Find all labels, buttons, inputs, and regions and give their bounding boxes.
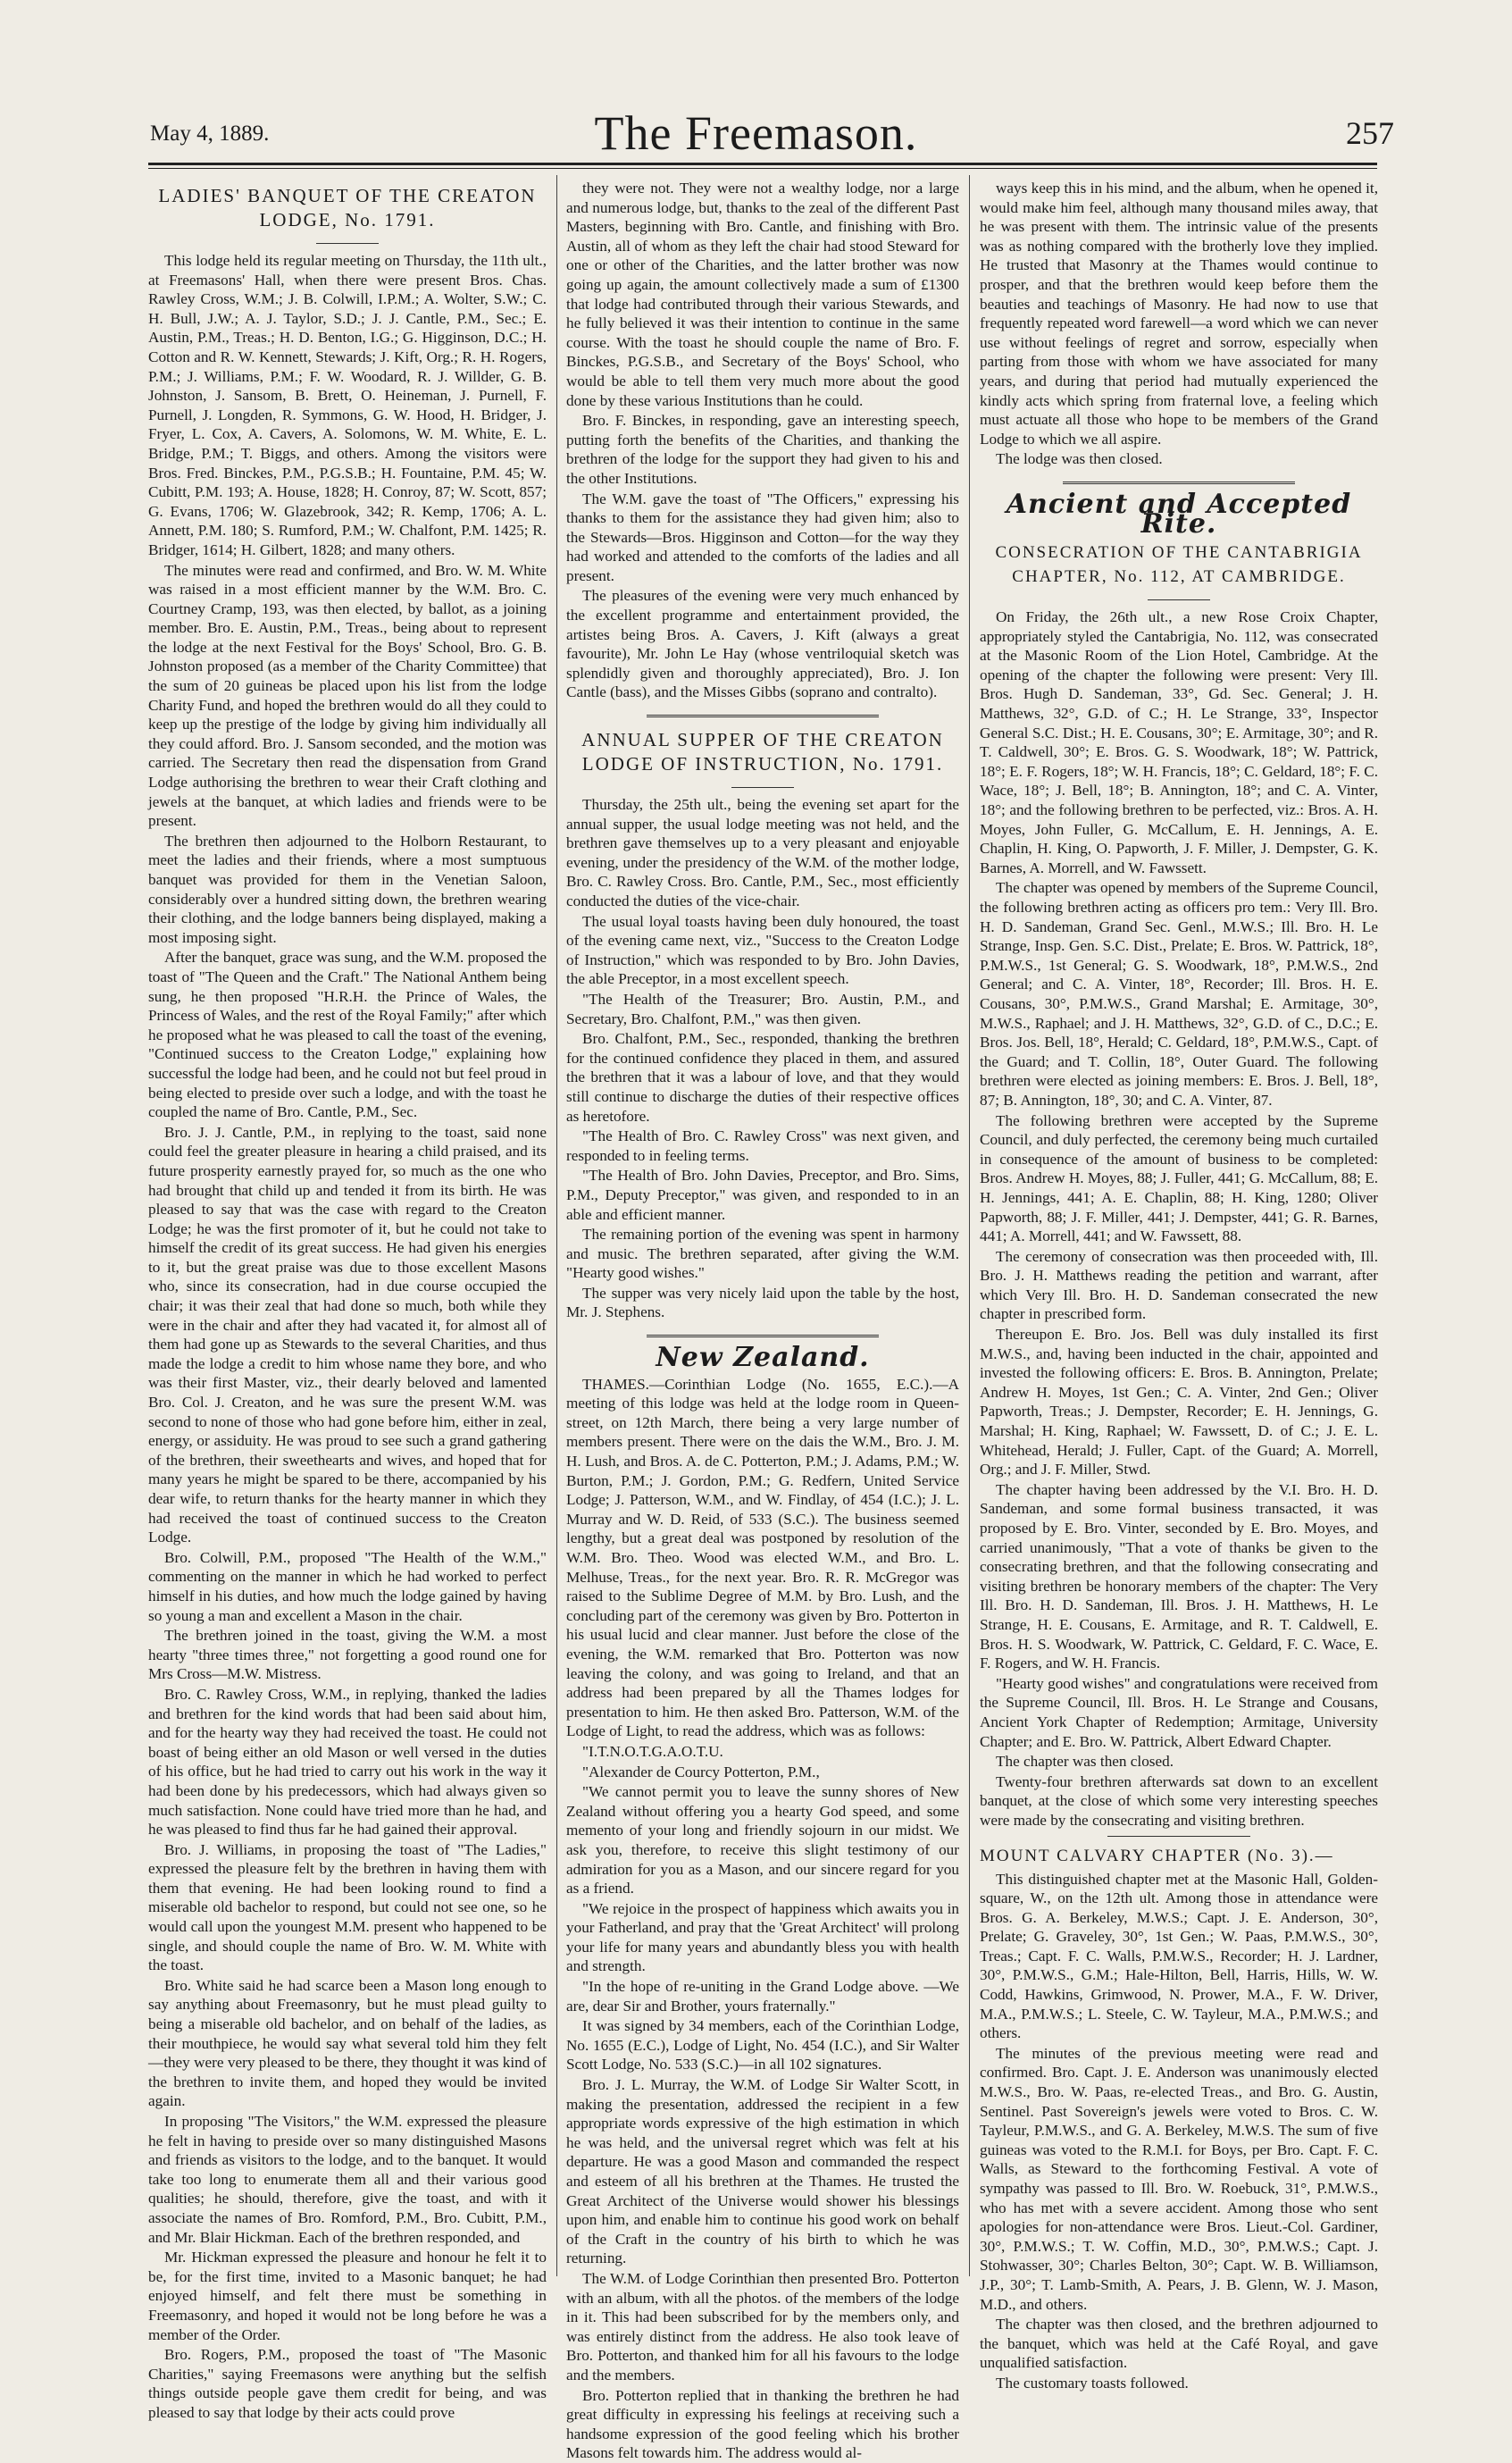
article-heading: MOUNT CALVARY CHAPTER (No. 3).—	[980, 1846, 1334, 1865]
paragraph: they were not. They were not a wealthy lodge, nor a large and numerous lodge, but, thanks to the zeal of the different Past Masters, beginning with Bro. Cantle, and finishing with Bro. Austin, all of whom as they left the chair had stood Steward for one or other of the Charities, and the latter brother was now going up again, the amount collectively made a sum of £1300 that lodge had contributed through their various Stewards, and he fully believed it was their intention to continue in the same course. With the toast he should couple the name of Bro. F. Binckes, P.G.S.B., and Secretary of the Boys' School, who would be able to tell them very much more about the good done by these various Institutions than he could.	[566, 180, 959, 409]
paragraph: The chapter was then closed.	[996, 1753, 1174, 1771]
paragraph: On Friday, the 26th ult., a new Rose Croix Chapter, appropriately styled the Cantabrigia, No. 112, was consecrated at the Masonic Room of the Lion Hotel, Cambridge. At the opening of the chapter the following were present: Very Ill. Bros. Hugh D. Sandeman, 33°, Gd. Sec. General; J. H. Matthews, 32°, G.D. of C.; H. Le Strange, 33°, Inspector General S.C. Dist.; H. E. Cousans, 30°; E. Armitage, 30°; and R. T. Caldwell, 30°; E. Bros. G. S. Woodwark, 18°; W. Pattrick, 18°; E. F. Rogers, 18°; W. H. Francis, 18°; C. Geldard, 18°; F. C. Wace, 18°; J. Bell, 18°; B. Annington, 18°; and C. A. Vinter, 18°; and the following brethren to be perfected, viz.: Bros. A. H. Moyes, John Fuller, G. McCallum, E. H. Jennings, A. E. Chaplin, H. King, O. Papworth, J. F. Miller, J. Dempster, G. K. Barnes, A. Morrell, and W. Fawssett.	[980, 608, 1378, 876]
column-divider	[556, 175, 557, 2276]
paragraph: The lodge was then closed.	[996, 450, 1163, 468]
heading-rule	[316, 243, 379, 244]
paragraph: The chapter having been addressed by the V.I. Bro. H. D. Sandeman, and some formal business transacted, it was proposed by E. Bro. Vinter, seconded by E. Bro. Moyes, and carried unanimously, "That a vote of thanks be given to the consecrating brethren, and that the following consecrating and visiting brethren be honorary members of the chapter: The Very Ill. Bro. H. D. Sandeman, Ill. Bros. J. H. Matthews, H. Le Strange, H. E. Cousans, E. Armitage, and R. T. Caldwell, E. Bros. H. S. Woodwark, W. Pattrick, C. Geldard, F. C. Wace, E. F. Rogers, and W. H. Francis.	[980, 1480, 1378, 1672]
heading-rule	[731, 787, 794, 788]
paragraph: The chapter was then closed, and the brethren adjourned to the banquet, which was held at the Café Royal, and gave unqualified satisfaction.	[980, 2316, 1378, 2372]
column-2	[566, 179, 959, 2462]
paragraph: "The Health of Bro. John Davies, Preceptor, and Bro. Sims, P.M., Deputy Preceptor," was given, and responded to in an able and efficient manner.	[566, 1167, 959, 1223]
paragraph: It was signed by 34 members, each of the Corinthian Lodge, No. 1655 (E.C.), Lodge of Light, No. 454 (I.C.), and Sir Walter Scott Lodge, No. 533 (S.C.)—in all 102 signatures.	[566, 2017, 959, 2073]
article-heading: ANNUAL SUPPER OF THE CREATON LODGE OF INSTRUCTION, No. 1791.	[581, 729, 944, 775]
section-rule	[647, 715, 879, 717]
paragraph: The brethren joined in the toast, giving the W.M. a most hearty "three times three," not forgetting a good round one for Mrs Cross—M.W. Mistress.	[148, 1627, 547, 1683]
paragraph: The remaining portion of the evening was spent in harmony and music. The brethren separated, after giving the W.M. "Hearty good wishes."	[566, 1226, 959, 1282]
paragraph: The minutes of the previous meeting were read and confirmed. Bro. Capt. J. E. Anderson was unanimously elected M.W.S., Bro. W. Paas, re-elected Treas., and Bro. G. Austin, Sentinel. Past Sovereign's jewels were voted to Bros. C. W. Tayleur, P.M.W.S., and G. A. Berkeley, M.W.S. The sum of five guineas was voted to the R.M.I. for Boys, per Bro. Capt. F. C. Walls, as Steward to the forthcoming Festival. A vote of sympathy was passed to Ill. Bro. W. Roebuck, 31°, P.M.W.S., who has met with a severe accident. Among those who sent apologies for non-attendance were Bros. Lieut.-Col. Gardiner, 30°, P.M.W.S.; T. W. Coffin, M.D., 30°, P.M.W.S.; Capt. J. Stohwasser, 30°; Charles Belton, 30°; Capt. W. B. Williamson, J.P., 30°; T. Lamb-Smith, A. Pears, J. B. Glenn, W. J. Mason, M.D., and others.	[980, 2044, 1378, 2313]
paragraph: The pleasures of the evening were very much enhanced by the excellent programme and entertainment provided, the artistes being Bros. A. Cavers, J. Kift (always a great favourite), Mr. John Le Hay (whose ventriloquial sketch was splendidly given and thoroughly appreciated), Bro. J. Ion Cantle (bass), and the Misses Gibbs (soprano and contralto).	[566, 587, 959, 701]
paragraph: "The Health of the Treasurer; Bro. Austin, P.M., and Secretary, Bro. Chalfont, P.M.," was then given.	[566, 990, 959, 1027]
column-3	[980, 179, 1378, 2392]
paragraph: Bro. Potterton replied that in thanking the brethren he had great difficulty in expressing his feelings at receiving such a handsome expression of the good feeling which his brother Masons felt towards him. The address would al-	[566, 2386, 959, 2462]
paragraph: The following brethren were accepted by the Supreme Council, and duly perfected, the ceremony being much curtailed in consequence of the amount of business to be completed: Bros. Andrew H. Moyes, 88; J. Fuller, 441; G. McCallum, 88; E. H. Jennings, 441; A. E. Chaplin, 88; H. King, 1280; Oliver Papworth, 88; J. F. Miller, 441; J. Dempster, 441; G. R. Barnes, 441; A. Morrell, 441; and W. Fawssett, 88.	[980, 1111, 1378, 1245]
paragraph: Thursday, the 25th ult., being the evening set apart for the annual supper, the usual lodge meeting was not held, and the brethren gave themselves up to a very pleasant and enjoyable evening, under the presidency of the W.M. of the mother lodge, Bro. C. Rawley Cross. Bro. Cantle, P.M., Sec., most efficiently conducted the duties of the vice-chair.	[566, 796, 959, 909]
paragraph: The minutes were read and confirmed, and Bro. W. M. White was raised in a most efficient manner by the W.M. Bro. C. Courtney Cramp, 193, was then elected, by ballot, as a joining member. Bro. E. Austin, P.M., Treas., being about to represent the lodge at the next Festival for the Boys' School, Bro. G. B. Johnston proposed (as a member of the Charity Committee) that the sum of 20 guineas be placed upon his list from the lodge Charity Fund, and hoped the brethren would do all they could to keep up the prestige of the lodge by giving him individually all they could afford. Bro. J. Sansom seconded, and the motion was carried. The Secretary then read the dispensation from Grand Lodge authorising the brethren to wear their Craft clothing and jewels at the banquet, at which ladies and friends were to be present.	[148, 561, 547, 830]
paragraph: "Hearty good wishes" and congratulations were received from the Supreme Council, Ill. Bros. H. Le Strange and Cousans, Ancient York Chapter of Redemption; Armitage, University Chapter; and E. Bro. W. Pattrick, Albert Edward Chapter.	[980, 1674, 1378, 1750]
paragraph: Bro. White said he had scarce been a Mason long enough to say anything about Freemasonry, but he must plead guilty to being a miserable old bachelor, and on behalf of the ladies, as their mouthpiece, he would say what several told him they felt—they were very pleased to be there, they thought it was kind of the brethren to invite them, and hoped they would be invited again.	[148, 1976, 547, 2110]
paragraph: Bro. Colwill, P.M., proposed "The Health of the W.M.," commenting on the manner in which he had worked to perfect himself in his duties, and how much the lodge gained by having so young a man and excellent a Mason in the chair.	[148, 1548, 547, 1624]
heading-rule	[1148, 599, 1210, 600]
column-divider	[969, 175, 970, 2276]
paragraph: Twenty-four brethren afterwards sat down to an excellent banquet, at the close of which some very interesting speeches were made by the consecrating and visiting brethren.	[980, 1772, 1378, 1829]
paragraph: "The Health of Bro. C. Rawley Cross" was next given, and responded to in feeling terms.	[566, 1127, 959, 1164]
paragraph: "We rejoice in the prospect of happiness which awaits you in your Fatherland, and pray that the 'Great Architect' will prolong your life for many years and abundantly bless you with health and strength.	[566, 1899, 959, 1975]
article-body	[566, 795, 959, 1322]
article-body	[148, 251, 547, 2423]
column-1	[148, 179, 547, 2421]
paragraph: Bro. J. J. Cantle, P.M., in replying to the toast, said none could feel the greater pleasure in hearing a child praised, and its future prosperity earnestly prayed for, so much as the one who had brought that child up and tended it from its birth. He was pleased to say that was the case with regard to the Creaton Lodge; he was the first promoter of it, but he could not take to himself the credit of its great success. He had given his energies to it, but the great praise was due to those excellent Masons who, since its consecration, had in due course occupied the chair; it was their zeal that had done so much, both while they were in the chair and after they had vacated it, for almost all of them had gone up as Stewards to the several Charities, and thus made the lodge a credit to him whose name they bore, and who was their first Master, viz., their dearly beloved and lamented Bro. Col. J. Creaton, and he was sure the present W.M. was second to none of those who had gone before him, either in zeal, energy, or assiduity. He was proud to see such a grand gathering of the brethren, their sweethearts and wives, and hoped that for many years he might be spared to be there, accompanied by his dear wife, to return thanks for the hearty manner in which they had received the toast of continued success to the Creaton Lodge.	[148, 1123, 547, 1546]
article-heading: LADIES' BANQUET OF THE CREATON LODGE, No. 1791.	[158, 185, 537, 230]
paragraph: The W.M. of Lodge Corinthian then presented Bro. Potterton with an album, with all the photos. of the members of the lodge in it. This had been subscribed for by the members only, and was entirely distinct from the address. He also took leave of Bro. Potterton, and thanked him for all his favours to the lodge and the members.	[566, 2269, 959, 2383]
paragraph: The chapter was opened by members of the Supreme Council, the following brethren acting as officers pro tem.: Very Ill. Bro. H. D. Sandeman, Grand Sec. Genl., M.W.S.; Ill. Bro. H. Le Strange, Insp. Gen. S.C. Dist., Prelate; E. Bros. W. Pattrick, 18°, P.M.W.S., 1st General; G. S. Woodwark, 18°, P.M.W.S., 2nd General; and C. A. Vinter, 18°, Recorder; Ill. Bros. H. E. Cousans, 30°, P.M.W.S., Grand Marshal; E. Armitage, 30°, M.W.S., Raphael; and J. H. Matthews, 32°, G.D. of C., D.C.; E. Bros. Jos. Bell, 18°, Herald; C. Geldard, 18°, P.M.W.S., Capt. of the Guard; and T. Collin, 18°, Outer Guard. The following brethren were elected as joining members: E. Bros. J. Bell, 18°, 87; B. Annington, 18°, 30; and C. A. Vinter, 87.	[980, 879, 1378, 1109]
paragraph: Bro. J. L. Murray, the W.M. of Lodge Sir Walter Scott, in making the presentation, addressed the recipient in a few appropriate words expressive of the high estimation in which he was held, and the universal regret which was felt at his departure. He was a good Mason and commanded the respect and esteem of all his brethren at the Thames. He trusted the Great Architect of the Universe would shower his blessings upon him, and enable him to continue his good work on behalf of the Craft in the country of his birth to which he was returning.	[566, 2076, 959, 2267]
paragraph: The ceremony of consecration was then proceeded with, Ill. Bro. J. H. Matthews reading the petition and warrant, after which Very Ill. Bro. H. D. Sandeman consecrated the new chapter in prescribed form.	[980, 1247, 1378, 1323]
paragraph: This lodge held its regular meeting on Thursday, the 11th ult., at Freemasons' Hall, when there were present Bros. Chas. Rawley Cross, W.M.; J. B. Colwill, I.P.M.; A. Wolter, S.W.; C. H. Bull, J.W.; A. J. Taylor, S.D.; J. J. Cantle, P.M., Sec.; E. Austin, P.M., Treas.; H. D. Benton, I.G.; G. Higginson, D.C.; H. Cotton and R. W. Kennett, Stewards; J. Kift, Org.; R. H. Rogers, P.M.; J. Williams, P.M.; F. W. Woodard, R. J. Willder, G. B. Johnston, J. Sansom, B. Brett, O. Heineman, J. Purnell, F. Purnell, J. Longden, R. Symmons, G. W. Hood, H. Bridger, J. Fryer, L. Cox, A. Cavers, A. Solomons, W. M. White, E. L. Bridge, P.M.; T. Biggs, and others. Among the visitors were Bros. Fred. Binckes, P.M., P.G.S.B.; H. Fountaine, P.M. 45; W. Cubitt, P.M. 193; A. House, 1828; H. Conroy, 87; W. Scott, 857; G. Evans, 1706; W. Glazebrook, 342; R. Kemp, 1706; A. L. Annett, P.M. 180; S. Rumford, P.M.; W. Chalfont, P.M. 1425; R. Bridger, 1614; H. Gilbert, 1828; and many others.	[148, 252, 547, 558]
article-body	[980, 179, 1378, 469]
paragraph: ways keep this in his mind, and the album, when he opened it, would make him feel, although many thousand miles away, that he was present with them. The intrinsic value of the presents was as nothing compared with the brotherly love they implied. He trusted that Masonry at the Thames would continue to prosper, and that the brethren would keep before them the beauties and teachings of Masonry. He had now to use that frequently repeated word farewell—a word which we can never use without feelings of regret and sorrow, especially when parting from those with whom we have associated for many years, and during that period had mutually experienced the kindly acts which spring from fraternal love, a feeling which must actuate all those who hope to be members of the Grand Lodge to which we all aspire.	[980, 180, 1378, 448]
paragraph: The supper was very nicely laid upon the table by the host, Mr. J. Stephens.	[566, 1284, 959, 1321]
newspaper-title: The Freemason.	[594, 106, 918, 160]
section-heading: New Zealand.	[656, 1342, 870, 1374]
paragraph: "In the hope of re-uniting in the Grand Lodge above. —We are, dear Sir and Brother, yours fraternally."	[566, 1978, 959, 2015]
paragraph: THAMES.—Corinthian Lodge (No. 1655, E.C.).—A meeting of this lodge was held at the lodge room in Queen-street, on 12th March, there being a very large number of members present. There were on the dais the W.M., Bro. J. M. H. Lush, and Bros. A. de C. Potterton, P.M.; J. Adams, P.M.; W. Burton, P.M.; J. Gordon, P.M.; G. Redfern, United Service Lodge; J. Patterson, W.M., and W. Findlay, of 454 (I.C.); J. L. Murray and W. D. Reid, of 533 (S.C.). The business seemed lengthy, but a great deal was postponed by resolution of the W.M. Bro. Theo. Wood was elected W.M., and Bro. L. Melhuse, Treas., for the next year. Bro. R. R. McGregor was raised to the Sublime Degree of M.M. by Bro. Lush, and the concluding part of the ceremony was given by Bro. Potterton in his usual lucid and clear manner. Just before the close of the evening, the W.M. remarked that Bro. Potterton was now leaving the colony, and was going to Ireland, and that an address had been prepared by all the Thames lodges for presentation to him. He then asked Bro. Patterson, W.M. of the Lodge of Light, to read the address, which was as follows:	[566, 1375, 959, 1740]
section-rule	[647, 1335, 879, 1337]
paragraph: The customary toasts followed.	[996, 2374, 1189, 2392]
paragraph: The W.M. gave the toast of "The Officers," expressing his thanks to them for the assistance they had given him; also to the Stewards—Bros. Higginson and Cotton—for the way they had worked and attended to the comforts of the ladies and all present.	[566, 490, 959, 584]
paragraph: The usual loyal toasts having been duly honoured, the toast of the evening came next, viz., "Success to the Creaton Lodge of Instruction," which was responded to by Bro. John Davies, the able Preceptor, in a most excellent speech.	[566, 912, 959, 988]
paragraph: This distinguished chapter met at the Masonic Hall, Golden-square, W., on the 12th ult. Among those in attendance were Bros. G. A. Berkeley, M.W.S.; Capt. J. E. Anderson, 30°, Prelate; G. Graveley, 30°, 1st Gen.; W. Paas, P.M.W.S., 30°, Treas.; Capt. F. C. Walls, P.M.W.S., Recorder; H. J. Lardner, 30°, P.M.W.S., G.M.; Hale-Hilton, Bell, Harris, Hills, W. W. Codd, Hawkins, Grimwood, N. Prower, M.A., F. W. Driver, M.A., P.M.W.S.; L. Steele, C. W. Tayleur, M.A., P.M.W.S.; and others.	[980, 1870, 1378, 2042]
section-rule	[1063, 482, 1295, 484]
page-number: 257	[1346, 115, 1394, 151]
article-heading: CONSECRATION OF THE CANTABRIGIA CHAPTER, No. 112, AT CAMBRIDGE.	[995, 543, 1363, 587]
section-rule	[1107, 1836, 1250, 1837]
header-rule-thin	[148, 168, 1377, 169]
article-body	[980, 607, 1378, 1830]
paragraph: "Alexander de Courcy Potterton, P.M.,	[582, 1763, 820, 1780]
paragraph: Bro. F. Binckes, in responding, gave an interesting speech, putting forth the benefits of the Charities, and thanking the brethren of the lodge for the support they had given to his and the other Institutions.	[566, 412, 959, 487]
article-body	[566, 179, 959, 702]
paragraph: Thereupon E. Bro. Jos. Bell was duly installed its first M.W.S., and, having been inducted in the chair, appointed and invested the following officers: E. Bros. B. Annington, Prelate; Andrew H. Moyes, 1st Gen.; C. A. Vinter, 2nd Gen.; Oliver Papworth, Treas.; J. Dempster, Recorder; E. H. Jennings, G. Marshal; H. King, Raphael; W. Fawssett, D. of C.; J. E. L. Whitehead, Herald; J. Fuller, Capt. of the Guard; A. Morrell, Org.; and J. F. Miller, Stwd.	[980, 1326, 1378, 1479]
article-body	[980, 1870, 1378, 2393]
issue-date: May 4, 1889.	[150, 121, 270, 146]
paragraph: Bro. Chalfont, P.M., Sec., responded, thanking the brethren for the continued confidence they placed in them, and assured the brethren that it was a labour of love, and that they would still continue to discharge the duties of their respective offices as heretofore.	[566, 1030, 959, 1125]
masthead	[0, 0, 1512, 160]
paragraph: Mr. Hickman expressed the pleasure and honour he felt it to be, for the first time, invited to a Masonic banquet; he had enjoyed himself, and felt there must be something in Freemasonry, and hoped it would not be long before he was a member of the Order.	[148, 2249, 547, 2343]
paragraph: In proposing "The Visitors," the W.M. expressed the pleasure he felt in having to preside over so many distinguished Masons and friends as visitors to the lodge, and to the banquet. It would take too long to enumerate them all and their various good qualities; he should, therefore, give the toast, and with it associate the names of Bro. Romford, P.M., Bro. Cubitt, P.M., and Mr. Blair Hickman. Each of the brethren responded, and	[148, 2113, 547, 2246]
header-rule	[148, 163, 1377, 165]
section-heading: Ancient and Accepted Rite.	[1006, 488, 1352, 540]
article-body	[566, 1375, 959, 2463]
paragraph: After the banquet, grace was sung, and the W.M. proposed the toast of "The Queen and the Craft." The National Anthem being sung, he then proposed "H.R.H. the Prince of Wales, the Princess of Wales, and the rest of the Royal Family;" after which he proposed what he was pleased to call the toast of the evening, "Continued success to the Creaton Lodge," explaining how successful the lodge had been, and he could not but feel proud in being elected to preside over such a lodge, and with the toast he coupled the name of Bro. Cantle, P.M., Sec.	[148, 949, 547, 1121]
paragraph: Bro. Rogers, P.M., proposed the toast of "The Masonic Charities," saying Freemasons were anything but the selfish things outside people gave them credit for being, and was pleased to say that lodge by their acts could prove	[148, 2346, 547, 2421]
paragraph: Bro. C. Rawley Cross, W.M., in replying, thanked the ladies and brethren for the kind words that had been said about him, and for the hearty way they had received the toast. He could not boast of being either an old Mason or well versed in the duties of his office, but he had tried to carry out his work in the way it had been done by his predecessors, which had always given so much satisfaction. None could have tried more than he had, and he was pleased to find thus far he had gained their approval.	[148, 1685, 547, 1839]
paragraph: Bro. J. Williams, in proposing the toast of "The Ladies," expressed the pleasure felt by the brethren in having them with them that evening. He had been looking round to find a miserable old bachelor to respond, but could not see one, so he would call upon the youngest M.M. present who happened to be single, and should couple the name of Bro. W. M. White with the toast.	[148, 1840, 547, 1974]
paragraph: "I.T.N.O.T.G.A.O.T.U.	[582, 1742, 723, 1760]
paragraph: "We cannot permit you to leave the sunny shores of New Zealand without offering you a hearty God speed, and some memento of your long and friendly sojourn in our midst. We ask you, therefore, to receive this slight testimony of our admiration for you as a Mason, and our sincere regard for you as a friend.	[566, 1783, 959, 1898]
paragraph: The brethren then adjourned to the Holborn Restaurant, to meet the ladies and their friends, where a most sumptuous banquet was provided for them in the Venetian Saloon, considerably over a hundred sitting down, the brethren wearing their clothing, and the lodge banners being displayed, making a most imposing sight.	[148, 832, 547, 946]
